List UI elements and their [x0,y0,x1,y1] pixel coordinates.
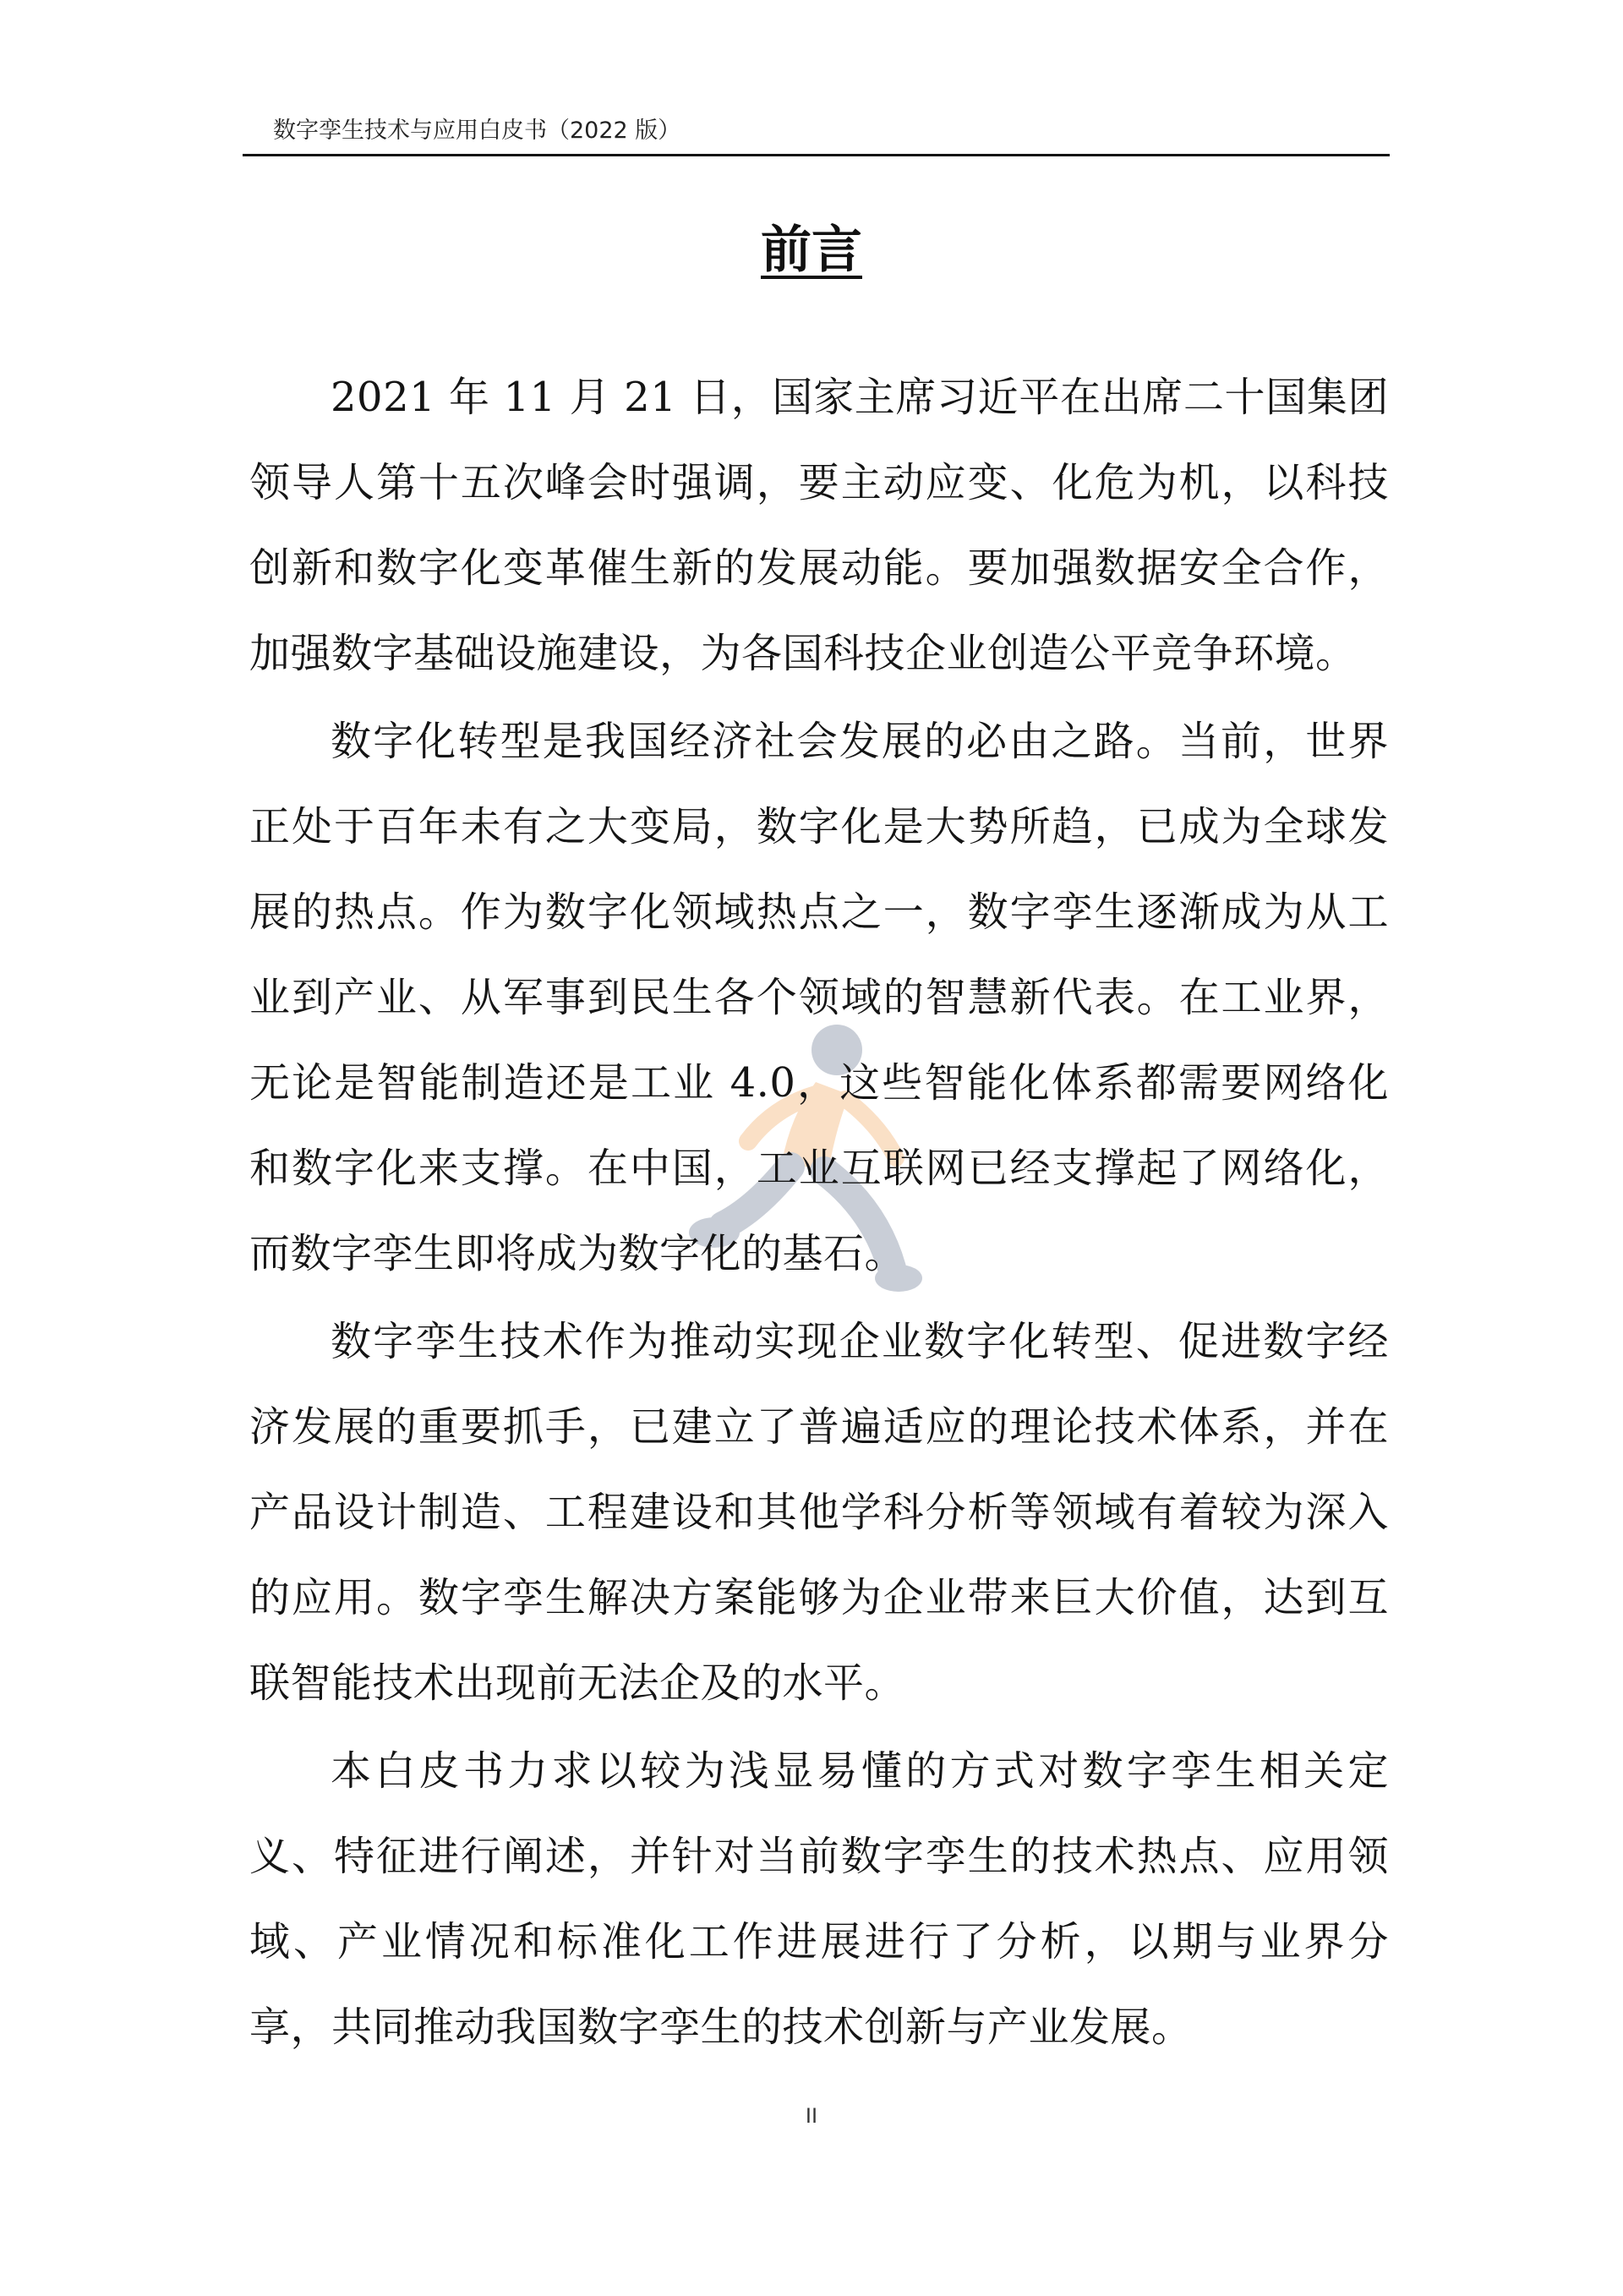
page-number: II [805,2104,818,2128]
paragraph-3: 数字孪生技术作为推动实现企业数字化转型、促进数字经济发展的重要抓手，已建立了普遍适应的理论技术体系，并在产品设计制造、工程建设和其他学科分析等领域有着较为深入的应用。数字孪生解决方案能够为企业带来巨大价值，达到互联智能技术出现前无法企及的水平。 [249,1318,1389,1707]
paragraph-1: 2021 年 11 月 21 日，国家主席习近平在出席二十国集团领导人第十五次峰会时强调，要主动应变、化危为机，以科技创新和数字化变革催生新的发展动能。要加强数据安全合作，加强数字基础设施建设，为各国科技企业创造公平竞争环境。 [249,374,1389,677]
preface-body [249,355,1389,2073]
page-header [243,117,1390,156]
running-header-title: 数字孪生技术与应用白皮书（2022 版） [273,118,681,144]
paragraph-4: 本白皮书力求以较为浅显易懂的方式对数字孪生相关定义、特征进行阐述，并针对当前数字孪生的技术热点、应用领域、产业情况和标准化工作进展进行了分析，以期与业界分享，共同推动我国数字孪生的技术创新与产业发展。 [249,1747,1389,2051]
page-title: 前言 [761,221,862,280]
paragraph-2: 数字化转型是我国经济社会发展的必由之路。当前，世界正处于百年未有之大变局，数字化是大势所趋，已成为全球发展的热点。作为数字化领域热点之一，数字孪生逐渐成为从工业到产业、从军事到民生各个领域的智慧新代表。在工业界，无论是智能制造还是工业 4.0，这些智能化体系都需要网络化和数字化来支撑。在中国，工业互联网已经支撑起了网络化，而数字孪生即将成为数字化的基石。 [249,718,1389,1277]
